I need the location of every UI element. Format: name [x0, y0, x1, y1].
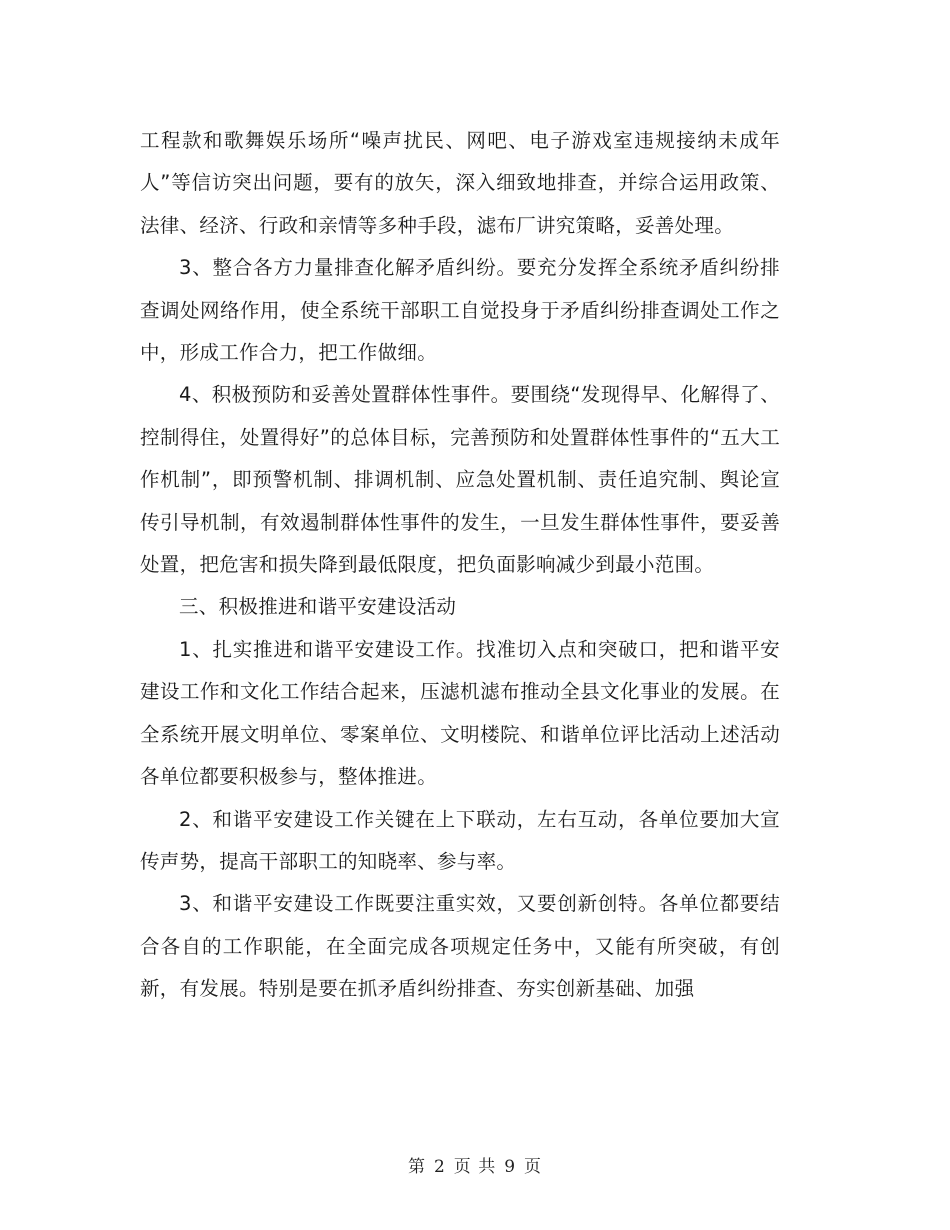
footer-prefix: 第: [407, 1157, 426, 1177]
paragraph-section3-item-1: 1、扎实推进和谐平安建设工作。找准切入点和突破口，把和谐平安建设工作和文化工作结合起来，压滤机滤布推动全县文化事业的发展。在全系统开展文明单位、零案单位、文明楼院、和谐单位评比活动上述活动各单位都要积极参与，整体推进。: [140, 637, 780, 789]
footer-suffix: 页: [524, 1157, 543, 1177]
paragraph-item-4: 4、积极预防和妥善处置群体性事件。要围绕“发现得早、化解得了、控制得住，处置得好”的总体目标，完善预防和处置群体性事件的“五大工作机制”，即预警机制、排调机制、应急处置机制、责任追究制、舆论宣传引导机制，有效遏制群体性事件的发生，一旦发生群体性事件，要妥善处置，把危害和损失降到最低限度，把负面影响减少到最小范围。: [140, 383, 780, 577]
footer-total-pages: 9: [504, 1157, 517, 1177]
paragraph-continuation: 工程款和歌舞娱乐场所“噪声扰民、网吧、电子游戏室违规接纳未成年人”等信访突出问题，要有的放矢，深入细致地排查，并综合运用政策、法律、经济、行政和亲情等多种手段，滤布厂讲究策略，妥善处理。: [140, 129, 780, 237]
paragraph-item-3: 3、整合各方力量排查化解矛盾纠纷。要充分发挥全系统矛盾纠纷排查调处网络作用，使全系统干部职工自觉投身于矛盾纠纷排查调处工作之中，形成工作合力，把工作做细。: [140, 256, 780, 365]
paragraph-section3-item-2: 2、和谐平安建设工作关键在上下联动，左右互动，各单位要加大宣传声势，提高干部职工的知晓率、参与率。: [140, 807, 780, 873]
footer-current-page: 2: [433, 1157, 446, 1177]
section-heading-3: 三、积极推进和谐平安建设活动: [179, 595, 457, 619]
document-body: [140, 120, 780, 1011]
paragraph-section3-item-3: 3、和谐平安建设工作既要注重实效，又要创新创特。各单位都要结合各自的工作职能，在全面完成各项规定任务中，又能有所突破，有创新，有发展。特别是要在抓矛盾纠纷排查、夯实创新基础、加强: [140, 892, 780, 1001]
footer-middle: 页 共: [453, 1157, 497, 1177]
page-footer: [0, 1152, 950, 1177]
